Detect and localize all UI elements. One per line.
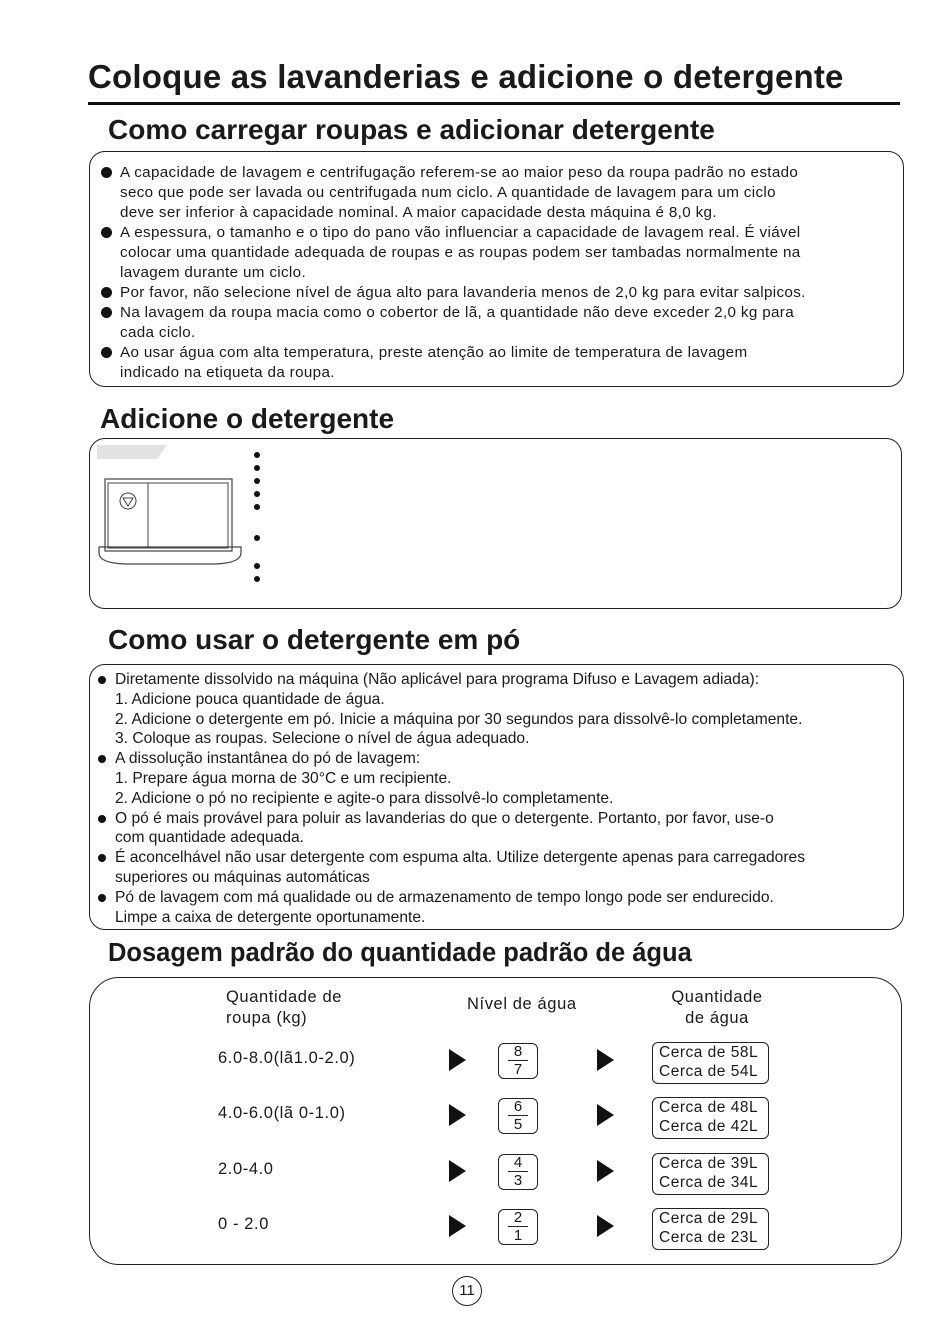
list-item-line: colocar uma quantidade adequada de roupas e as roupas podem ser tambadas normalmente na — [120, 244, 801, 261]
list-item-line: 2. Adicione o detergente em pó. Inicie a máquina por 30 segundos para dissolvê-lo completamente. — [115, 710, 803, 728]
bullet-dot — [98, 676, 106, 684]
bullet-dot — [254, 563, 260, 569]
list-item-line: A capacidade de lavagem e centrifugação referem-se ao maior peso da roupa padrão no estado — [120, 164, 799, 181]
water-amount-box — [652, 1208, 769, 1250]
list-item-line: seco que pode ser lavada ou centrifugada num ciclo. A quantidade de lavagem para um ciclo — [120, 184, 776, 201]
water-amount-high: Cerca de 39L — [659, 1155, 759, 1172]
list-item-line: É aconcelhável não usar detergente com espuma alta. Utilize detergente apenas para carregadores — [115, 849, 806, 867]
list-item-line: A espessura, o tamanho e o tipo do pano vão influenciar a capacidade de lavagem real. É viável — [120, 224, 801, 241]
header-laundry — [226, 987, 342, 1029]
list-item-line: deve ser inferior à capacidade nominal. A maior capacidade desta máquina é 8,0 kg. — [120, 204, 717, 221]
water-level-high: 2 — [508, 1210, 528, 1227]
laundry-amount: 6.0-8.0(lã1.0-2.0) — [218, 1049, 356, 1067]
water-level-high: 4 — [508, 1155, 528, 1172]
laundry-amount: 4.0-6.0(lã 0-1.0) — [218, 1104, 346, 1122]
water-amount-box — [652, 1042, 769, 1084]
section1-title: Como carregar roupas e adicionar detergente — [108, 114, 715, 145]
water-level-high: 6 — [508, 1099, 528, 1116]
water-amount-low: Cerca de 23L — [659, 1229, 759, 1246]
header-level: Nível de água — [467, 995, 577, 1013]
water-amount-high: Cerca de 29L — [659, 1210, 759, 1227]
arrow-right-icon — [597, 1049, 614, 1071]
water-level-box — [498, 1154, 538, 1190]
bullet-dot — [254, 504, 260, 510]
list-item-line: 3. Coloque as roupas. Selecione o nível de água adequado. — [115, 730, 530, 748]
arrow-right-icon — [449, 1160, 466, 1182]
list-item-line: cada ciclo. — [120, 324, 196, 341]
bullet-dot — [254, 465, 260, 471]
arrow-right-icon — [597, 1160, 614, 1182]
arrow-right-icon — [449, 1215, 466, 1237]
section4-box — [89, 977, 902, 1265]
water-amount-high: Cerca de 58L — [659, 1044, 759, 1061]
bullet-dot — [101, 287, 112, 298]
section4-title: Dosagem padrão do quantidade padrão de água — [108, 939, 692, 967]
page-number: 11 — [452, 1276, 482, 1306]
bullet-dot — [101, 347, 112, 358]
bullet-dot — [254, 452, 260, 458]
header-laundry-line1: Quantidade de — [226, 988, 343, 1006]
list-item-line: Na lavagem da roupa macia como o cobertor de lã, a quantidade não deve exceder 2,0 kg para — [120, 304, 795, 321]
water-amount-box — [652, 1097, 769, 1139]
water-amount-low: Cerca de 54L — [659, 1063, 759, 1080]
water-level-box — [498, 1043, 538, 1079]
bullet-dot — [101, 167, 112, 178]
water-level-low: 1 — [513, 1227, 523, 1244]
list-item-line: Por favor, não selecione nível de água alto para lavanderia menos de 2,0 kg para evitar salpicos. — [120, 284, 806, 301]
section2-title: Adicione o detergente — [100, 403, 395, 434]
title-underline — [88, 102, 900, 105]
list-item — [120, 343, 900, 383]
list-item — [120, 223, 900, 283]
bullet-dot — [98, 894, 106, 902]
bullet-dot — [101, 227, 112, 238]
section3-list — [115, 670, 905, 927]
header-water-line1: Quantidade — [671, 988, 763, 1006]
list-item-line: superiores ou máquinas automáticas — [115, 868, 370, 886]
water-level-low: 5 — [513, 1116, 523, 1133]
laundry-amount: 2.0-4.0 — [218, 1160, 274, 1178]
water-amount-low: Cerca de 34L — [659, 1174, 759, 1191]
water-level-box — [498, 1209, 538, 1245]
bullet-dot — [254, 535, 260, 541]
list-item-line: indicado na etiqueta da roupa. — [120, 364, 335, 381]
arrow-right-icon — [449, 1049, 466, 1071]
list-item — [120, 303, 900, 343]
list-item-line: Ao usar água com alta temperatura, preste atenção ao limite de temperatura de lavagem — [120, 344, 748, 361]
water-level-high: 8 — [508, 1044, 528, 1061]
laundry-amount: 0 - 2.0 — [218, 1215, 269, 1233]
arrow-right-icon — [449, 1104, 466, 1126]
water-level-low: 3 — [513, 1172, 523, 1189]
list-item-line: Limpe a caixa de detergente oportunamente. — [115, 908, 426, 926]
bullet-dot — [98, 815, 106, 823]
list-item — [115, 848, 905, 888]
header-water-line2: de água — [685, 1009, 749, 1027]
water-amount-low: Cerca de 42L — [659, 1118, 759, 1135]
bullet-dot — [254, 576, 260, 582]
list-item — [120, 163, 900, 223]
list-item-line: A dissolução instantânea do pó de lavagem: — [115, 750, 421, 768]
list-item-line: lavagem durante um ciclo. — [120, 264, 307, 281]
header-laundry-line2: roupa (kg) — [226, 1009, 308, 1027]
list-item-line: 1. Adicione pouca quantidade de água. — [115, 690, 385, 708]
bullet-dot — [254, 491, 260, 497]
list-item-line: O pó é mais provável para poluir as lavanderias do que o detergente. Portanto, por favor, use-o — [115, 809, 774, 827]
arrow-right-icon — [597, 1215, 614, 1237]
section3-title: Como usar o detergente em pó — [108, 624, 521, 655]
bullet-dot — [101, 307, 112, 318]
list-item — [115, 749, 905, 808]
list-item — [115, 670, 905, 749]
detergent-drawer-illustration — [95, 443, 245, 573]
water-amount-high: Cerca de 48L — [659, 1099, 759, 1116]
list-item-line: 2. Adicione o pó no recipiente e agite-o para dissolvê-lo completamente. — [115, 789, 614, 807]
section1-list — [120, 163, 900, 383]
page-title: Coloque as lavanderias e adicione o detergente — [88, 58, 844, 95]
water-amount-box — [652, 1153, 769, 1195]
header-water — [667, 987, 767, 1029]
list-item-line: Diretamente dissolvido na máquina (Não aplicável para programa Difuso e Lavagem adiada): — [115, 671, 760, 688]
water-level-low: 7 — [513, 1061, 523, 1078]
water-level-box — [498, 1098, 538, 1134]
bullet-dot — [254, 478, 260, 484]
list-item — [115, 809, 905, 849]
list-item — [115, 888, 905, 928]
list-item-line: 1. Prepare água morna de 30°C e um recipiente. — [115, 769, 452, 787]
list-item-line: Pó de lavagem com má qualidade ou de armazenamento de tempo longo pode ser endurecido. — [115, 888, 774, 906]
arrow-right-icon — [597, 1104, 614, 1126]
list-item-line: com quantidade adequada. — [115, 829, 305, 847]
list-item — [120, 283, 900, 303]
